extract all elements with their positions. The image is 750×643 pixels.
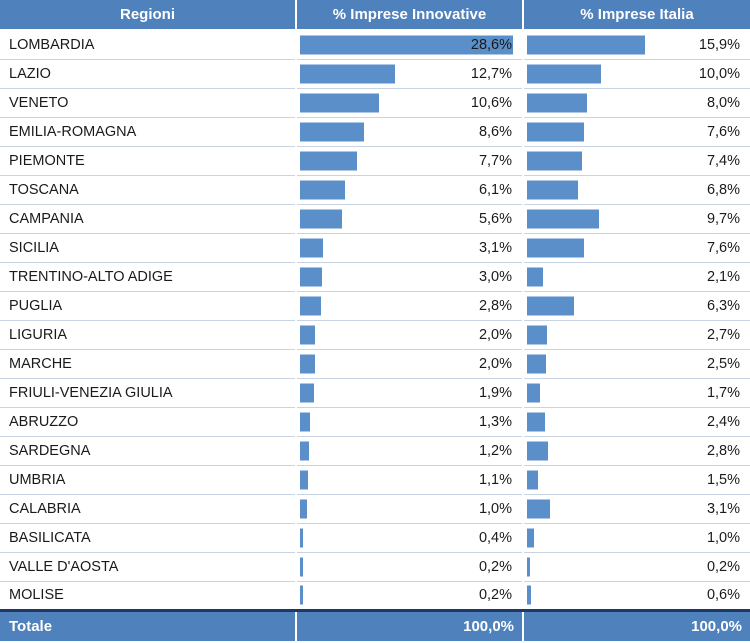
value-label-italia: 7,6%	[706, 239, 740, 256]
region-name: SARDEGNA	[0, 436, 296, 465]
bar-cell-innovative	[296, 465, 523, 494]
bar-innovative	[300, 267, 322, 286]
bar-cell-innovative	[296, 378, 523, 407]
bar-innovative	[300, 64, 395, 83]
value-label-italia: 10,0%	[698, 65, 740, 82]
bar-innovative	[300, 354, 315, 373]
bar-cell-italia	[523, 175, 750, 204]
value-label-innovative: 0,4%	[478, 529, 512, 546]
bar-italia	[527, 354, 546, 373]
value-label-innovative: 1,1%	[478, 471, 512, 488]
value-label-italia: 6,8%	[706, 181, 740, 198]
bar-cell-innovative	[296, 59, 523, 88]
table-row	[0, 204, 750, 233]
bar-cell-italia	[523, 349, 750, 378]
value-label-innovative: 7,7%	[478, 152, 512, 169]
header-imprese-innovative: % Imprese Innovative	[296, 0, 523, 30]
bar-cell-innovative	[296, 88, 523, 117]
bar-cell-italia	[523, 117, 750, 146]
value-label-innovative: 0,2%	[478, 558, 512, 575]
total-label: Totale	[0, 610, 296, 641]
bar-cell-italia	[523, 262, 750, 291]
value-label-innovative: 1,2%	[478, 442, 512, 459]
bar-italia	[527, 557, 530, 576]
table-row	[0, 494, 750, 523]
value-label-innovative: 1,3%	[478, 413, 512, 430]
bar-cell-italia	[523, 378, 750, 407]
region-name: ABRUZZO	[0, 407, 296, 436]
header-imprese-italia: % Imprese Italia	[523, 0, 750, 30]
table-header	[0, 0, 750, 30]
bar-cell-italia	[523, 494, 750, 523]
value-label-italia: 2,7%	[706, 326, 740, 343]
region-name: LOMBARDIA	[0, 30, 296, 59]
bar-cell-italia	[523, 59, 750, 88]
bar-cell-innovative	[296, 291, 523, 320]
table-row	[0, 88, 750, 117]
bar-cell-innovative	[296, 320, 523, 349]
table-row	[0, 407, 750, 436]
bar-innovative	[300, 180, 345, 199]
table-row	[0, 552, 750, 581]
bar-cell-italia	[523, 88, 750, 117]
table-row	[0, 30, 750, 59]
bar-innovative	[300, 325, 315, 344]
bar-cell-innovative	[296, 204, 523, 233]
region-name: PIEMONTE	[0, 146, 296, 175]
bar-innovative	[300, 528, 303, 547]
region-name: SICILIA	[0, 233, 296, 262]
region-name: TRENTINO-ALTO ADIGE	[0, 262, 296, 291]
bar-innovative	[300, 383, 314, 402]
region-name: BASILICATA	[0, 523, 296, 552]
bar-cell-innovative	[296, 146, 523, 175]
table-row	[0, 378, 750, 407]
region-name: PUGLIA	[0, 291, 296, 320]
table-row	[0, 581, 750, 610]
table-row	[0, 59, 750, 88]
region-name: MARCHE	[0, 349, 296, 378]
region-name: CALABRIA	[0, 494, 296, 523]
value-label-italia: 7,4%	[706, 152, 740, 169]
value-label-innovative: 0,2%	[478, 587, 512, 603]
total-row	[0, 610, 750, 641]
table-row	[0, 262, 750, 291]
bar-innovative	[300, 122, 364, 141]
bar-innovative	[300, 296, 321, 315]
bar-cell-italia	[523, 523, 750, 552]
table-row	[0, 175, 750, 204]
bar-cell-italia	[523, 552, 750, 581]
bar-innovative	[300, 209, 342, 228]
table-row	[0, 117, 750, 146]
bar-cell-innovative	[296, 349, 523, 378]
header-regioni: Regioni	[0, 0, 296, 30]
bar-italia	[527, 470, 538, 489]
value-label-italia: 15,9%	[698, 36, 740, 53]
value-label-italia: 2,4%	[706, 413, 740, 430]
bar-cell-innovative	[296, 494, 523, 523]
value-label-innovative: 28,6%	[470, 36, 512, 53]
bar-cell-italia	[523, 465, 750, 494]
bar-italia	[527, 122, 584, 141]
value-label-italia: 1,0%	[706, 529, 740, 546]
value-label-italia: 1,5%	[706, 471, 740, 488]
region-name: TOSCANA	[0, 175, 296, 204]
bar-italia	[527, 93, 587, 112]
bar-italia	[527, 412, 545, 431]
bar-cell-innovative	[296, 581, 523, 610]
bar-italia	[527, 151, 582, 170]
region-name: CAMPANIA	[0, 204, 296, 233]
region-name: VENETO	[0, 88, 296, 117]
bar-italia	[527, 296, 574, 315]
bar-innovative	[300, 499, 307, 518]
value-label-italia: 2,5%	[706, 355, 740, 372]
bar-cell-innovative	[296, 30, 523, 59]
bar-cell-italia	[523, 146, 750, 175]
bar-cell-italia	[523, 581, 750, 610]
bar-italia	[527, 441, 548, 460]
value-label-innovative: 2,8%	[478, 297, 512, 314]
bar-italia	[527, 267, 543, 286]
table-row	[0, 291, 750, 320]
bar-italia	[527, 586, 531, 605]
bar-cell-italia	[523, 320, 750, 349]
value-label-innovative: 10,6%	[470, 94, 512, 111]
value-label-innovative: 8,6%	[478, 123, 512, 140]
value-label-italia: 0,2%	[706, 558, 740, 575]
bar-cell-innovative	[296, 233, 523, 262]
value-label-innovative: 1,0%	[478, 500, 512, 517]
table-row	[0, 465, 750, 494]
table-row	[0, 146, 750, 175]
value-label-italia: 9,7%	[706, 210, 740, 227]
bar-innovative	[300, 470, 308, 489]
value-label-italia: 7,6%	[706, 123, 740, 140]
bar-cell-innovative	[296, 262, 523, 291]
value-label-italia: 8,0%	[706, 94, 740, 111]
header-row	[0, 0, 750, 30]
value-label-innovative: 3,0%	[478, 268, 512, 285]
total-italia: 100,0%	[523, 610, 750, 641]
value-label-italia: 1,7%	[706, 384, 740, 401]
table-row	[0, 349, 750, 378]
region-name: LIGURIA	[0, 320, 296, 349]
value-label-italia: 0,6%	[706, 587, 740, 603]
region-name: MOLISE	[0, 581, 296, 610]
bar-innovative	[300, 441, 309, 460]
bar-cell-innovative	[296, 523, 523, 552]
total-innovative: 100,0%	[296, 610, 523, 641]
bar-italia	[527, 35, 645, 54]
bar-innovative	[300, 586, 303, 605]
bar-innovative	[300, 238, 323, 257]
bar-italia	[527, 499, 550, 518]
bar-cell-italia	[523, 233, 750, 262]
bar-cell-innovative	[296, 117, 523, 146]
region-name: LAZIO	[0, 59, 296, 88]
table-row	[0, 436, 750, 465]
value-label-italia: 3,1%	[706, 500, 740, 517]
bar-italia	[527, 64, 601, 83]
table-row	[0, 233, 750, 262]
region-name: VALLE D'AOSTA	[0, 552, 296, 581]
region-name: EMILIA-ROMAGNA	[0, 117, 296, 146]
bar-cell-innovative	[296, 552, 523, 581]
bar-cell-innovative	[296, 175, 523, 204]
value-label-innovative: 2,0%	[478, 326, 512, 343]
bar-italia	[527, 209, 599, 228]
value-label-innovative: 6,1%	[478, 181, 512, 198]
bar-cell-innovative	[296, 407, 523, 436]
value-label-innovative: 5,6%	[478, 210, 512, 227]
value-label-innovative: 1,9%	[478, 384, 512, 401]
bar-cell-italia	[523, 30, 750, 59]
bar-italia	[527, 325, 547, 344]
bar-cell-italia	[523, 204, 750, 233]
bar-italia	[527, 180, 578, 199]
bar-italia	[527, 238, 584, 257]
bar-innovative	[300, 412, 310, 431]
table-footer	[0, 610, 750, 641]
value-label-innovative: 2,0%	[478, 355, 512, 372]
value-label-italia: 2,1%	[706, 268, 740, 285]
bar-italia	[527, 383, 540, 402]
value-label-italia: 2,8%	[706, 442, 740, 459]
table-row	[0, 320, 750, 349]
value-label-italia: 6,3%	[706, 297, 740, 314]
bar-italia	[527, 528, 534, 547]
value-label-innovative: 3,1%	[478, 239, 512, 256]
bar-cell-italia	[523, 291, 750, 320]
bar-cell-italia	[523, 407, 750, 436]
value-label-innovative: 12,7%	[470, 65, 512, 82]
bar-innovative	[300, 557, 303, 576]
bar-innovative	[300, 151, 357, 170]
bar-innovative	[300, 93, 379, 112]
table-body	[0, 30, 750, 610]
region-name: FRIULI-VENEZIA GIULIA	[0, 378, 296, 407]
bar-cell-innovative	[296, 436, 523, 465]
bar-cell-italia	[523, 436, 750, 465]
table-row	[0, 523, 750, 552]
region-name: UMBRIA	[0, 465, 296, 494]
